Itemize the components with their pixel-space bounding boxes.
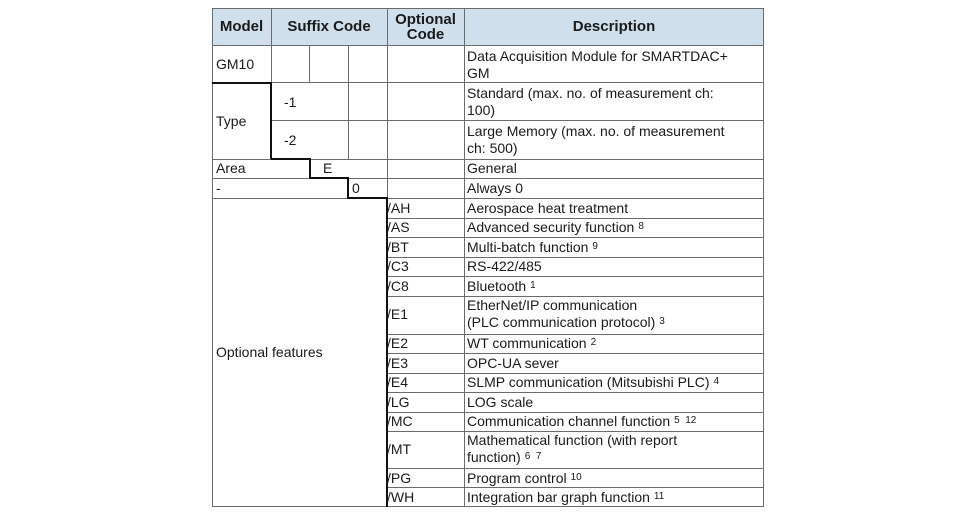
model-gm10: GM10	[216, 56, 255, 72]
desc-type1-line2: 100)	[467, 102, 496, 118]
option-code: /LG	[387, 394, 410, 410]
footnote-ref: 8	[638, 221, 644, 232]
header-optional-code: Optional Code	[387, 8, 464, 45]
option-code: /PG	[387, 470, 412, 486]
model-code-table	[212, 8, 764, 507]
desc-type2-line1: Large Memory (max. no. of measurement	[467, 123, 725, 139]
option-code: /AS	[387, 219, 410, 235]
footnote-ref: 10	[570, 472, 582, 483]
option-code: /MC	[387, 413, 413, 429]
option-desc: WT communication $^2$	[467, 335, 597, 351]
option-code: /C3	[387, 258, 409, 274]
option-desc: Integration bar graph function $^{11}$	[467, 489, 665, 505]
option-desc: Mathematical function (with report	[467, 432, 678, 448]
option-code: /C8	[387, 278, 409, 294]
option-desc: RS-422/485	[467, 258, 542, 274]
suffix-type-1: -1	[284, 94, 297, 110]
footnote-ref: 2	[590, 337, 597, 348]
header-model: Model	[212, 8, 271, 45]
desc-area: General	[467, 160, 517, 176]
desc-gm10-line2: GM	[467, 65, 490, 81]
footnote-ref: 3	[659, 316, 665, 327]
option-code: /MT	[387, 441, 412, 457]
option-desc-line2: (PLC communication protocol) $^3$	[467, 314, 665, 330]
footnote-ref: 5 12	[674, 415, 697, 426]
desc-dash: Always 0	[467, 180, 524, 196]
option-code: /AH	[387, 200, 411, 216]
option-desc: LOG scale	[467, 394, 534, 410]
option-desc: OPC-UA sever	[467, 355, 559, 371]
header-description: Description	[464, 8, 764, 45]
option-desc: Program control $^{10}$	[467, 470, 582, 486]
label-optional-features: Optional features	[216, 344, 323, 360]
option-desc: Bluetooth $^1$	[467, 278, 536, 294]
option-code: /E4	[387, 374, 409, 390]
label-area: Area	[216, 160, 246, 176]
desc-gm10-line1: Data Acquisition Module for SMARTDAC+	[467, 48, 728, 64]
suffix-area-e: E	[323, 160, 333, 176]
option-code: /BT	[387, 239, 409, 255]
option-desc: EtherNet/IP communication	[467, 297, 638, 313]
desc-type1-line1: Standard (max. no. of measurement ch:	[467, 85, 714, 101]
footnote-ref: 4	[713, 376, 720, 387]
option-desc: SLMP communication (Mitsubishi PLC) $^4$	[467, 374, 720, 390]
footnote-ref: 9	[592, 241, 598, 252]
option-code: /WH	[387, 489, 415, 505]
option-desc-line2: function) $^{6 7}$	[467, 449, 542, 465]
desc-type2-line2: ch: 500)	[467, 140, 518, 156]
suffix-type-2: -2	[284, 132, 297, 148]
label-type: Type	[216, 113, 247, 129]
suffix-dash-0: 0	[352, 180, 360, 196]
footnote-ref: 11	[653, 491, 665, 502]
option-desc: Multi-batch function $^9$	[467, 239, 598, 255]
footnote-ref: 1	[530, 280, 536, 291]
footnote-ref: 6 7	[524, 451, 542, 462]
option-code: /E1	[387, 306, 409, 322]
option-code: /E2	[387, 335, 409, 351]
label-dash: -	[216, 180, 221, 196]
option-desc: Aerospace heat treatment	[467, 200, 629, 216]
option-desc: Communication channel function $^{5 12}$	[467, 413, 697, 429]
option-desc: Advanced security function $^8$	[467, 219, 644, 235]
option-code: /E3	[387, 355, 409, 371]
header-suffix-code: Suffix Code	[271, 8, 387, 45]
